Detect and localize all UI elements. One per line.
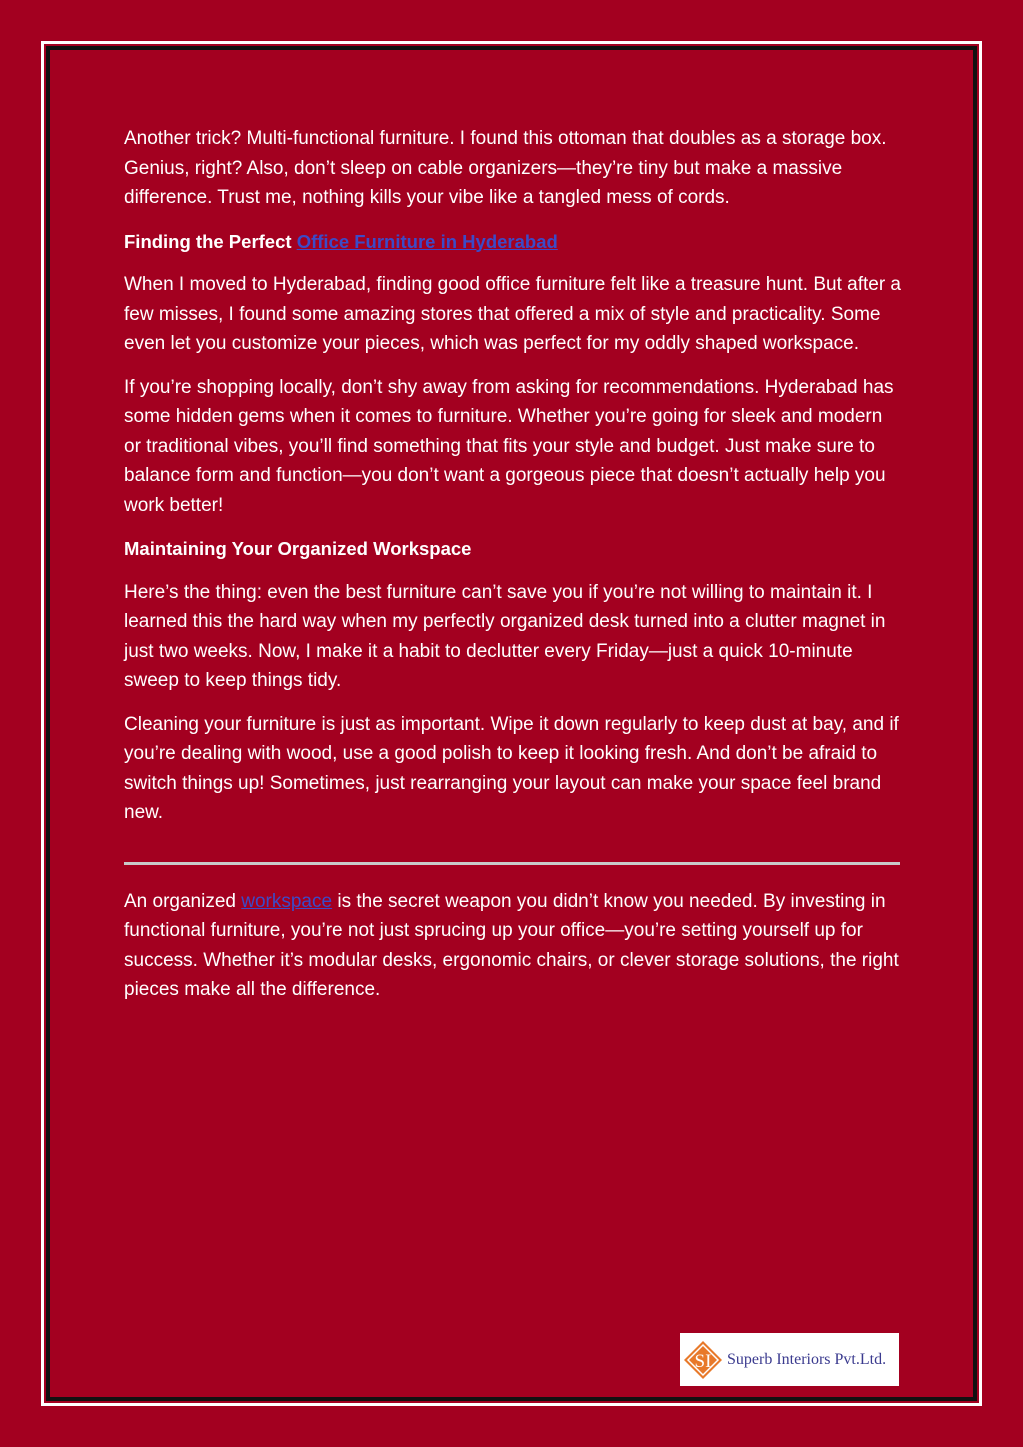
- heading-finding-perfect-text: Finding the Perfect: [124, 230, 297, 252]
- article-body: [124, 124, 904, 1019]
- paragraph-shopping-locally: If you’re shopping locally, don’t shy away from asking for recommendations. Hyderabad has some hidden gems when it comes to furniture. Whether you’re going for sleek and modern or traditional vibes, you’ll find something that fits your style and budget. Just make sure to balance form and function—you don’t want a gorgeous piece that doesn’t actually help you work better!: [124, 376, 894, 516]
- logo-company-name: Superb Interiors Pvt.Ltd.: [727, 1350, 887, 1368]
- paragraph-conclusion: [124, 887, 904, 1005]
- paragraph-hyderabad-move: When I moved to Hyderabad, finding good office furniture felt like a treasure hunt. But after a few misses, I found some amazing stores that offered a mix of style and practicality. Some even let you customize your pieces, which was perfect for my oddly shaped workspace.: [124, 274, 901, 354]
- workspace-link[interactable]: workspace: [241, 890, 333, 912]
- conclusion-text-prefix: An organized: [124, 890, 242, 912]
- section-divider: [124, 862, 900, 865]
- logo-mark-text: SI: [694, 1350, 712, 1372]
- paragraph-cleaning: Cleaning your furniture is just as important. Wipe it down regularly to keep dust at bay, and if you’re dealing with wood, use a good polish to keep it looking fresh. And don’t be afraid to switch things up! Sometimes, just rearranging your layout can make your space feel brand new.: [124, 713, 899, 823]
- office-furniture-hyderabad-link[interactable]: Office Furniture in Hyderabad: [296, 230, 558, 252]
- paragraph-maintain: Here’s the thing: even the best furniture can’t save you if you’re not willing to maintain it. I learned this the hard way when my perfectly organized desk turned into a clutter magnet in just two weeks. Now, I make it a habit to declutter every Friday—just a quick 10-minute sweep to keep things tidy.: [124, 581, 886, 691]
- conclusion-text-suffix: is the secret weapon you didn’t know you needed. By investing in functional furniture, you’re not just sprucing up your office—you’re setting yourself up for success. Whether it’s modular desks, ergonomic chairs, or clever storage solutions, the right pieces make all the difference.: [124, 890, 899, 1000]
- heading-maintaining: Maintaining Your Organized Workspace: [124, 538, 472, 559]
- heading-finding-perfect: [124, 227, 904, 257]
- paragraph-multifunctional: Another trick? Multi-functional furniture. I found this ottoman that doubles as a storage box. Genius, right? Also, don’t sleep on cable organizers—they’re tiny but make a massive difference. Trust me, nothing kills your vibe like a tangled mess of cords.: [124, 128, 887, 208]
- si-logo-icon: [683, 1340, 723, 1380]
- superb-interiors-logo: [680, 1333, 899, 1386]
